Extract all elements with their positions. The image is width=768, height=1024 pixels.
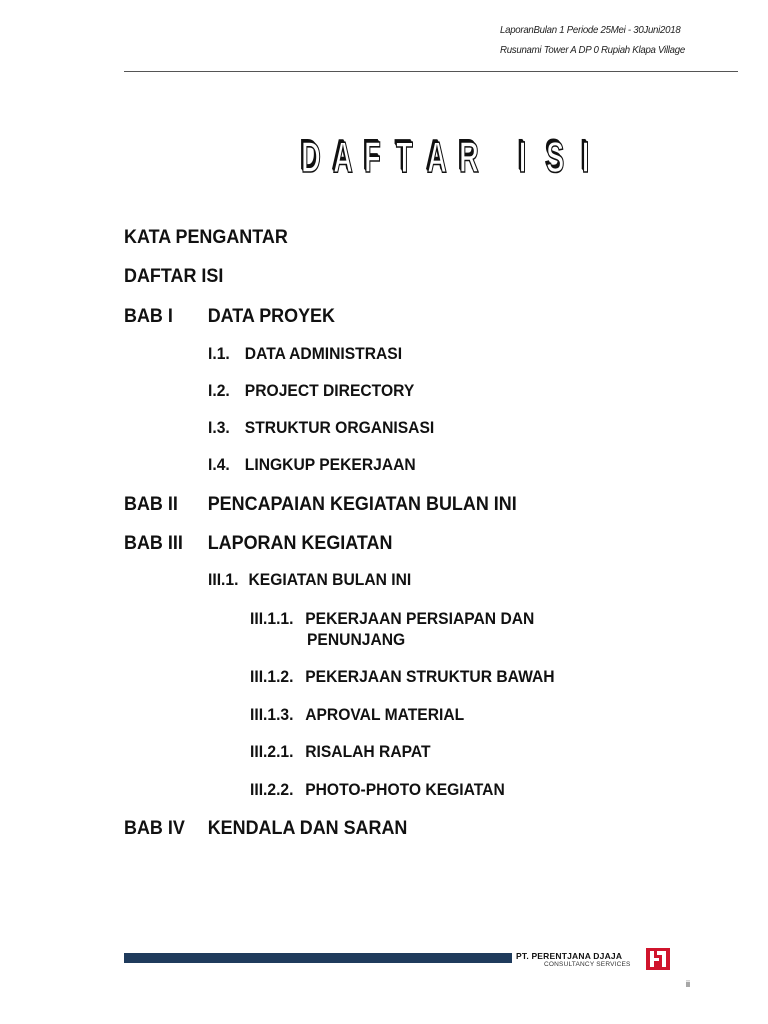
toc-subsection-title: APROVAL MATERIAL [305,705,465,724]
header-divider [124,71,738,72]
toc-subsection-number: III.1.2. [250,667,294,686]
title-letter: T [395,133,413,182]
running-header [500,20,740,60]
toc-entry-bab-2 [124,493,517,516]
toc-entry-bab-4 [124,817,407,840]
page-number: ii [686,979,690,989]
toc-chapter-number: BAB III [124,532,183,554]
toc-section-number: I.4. [208,455,230,474]
toc-entry-i-1 [208,344,402,364]
toc-chapter-number: BAB I [124,305,173,327]
toc-chapter-title: KENDALA DAN SARAN [207,817,408,839]
toc-entry-iii-1-3 [250,705,464,725]
toc-entry-i-2 [208,381,414,401]
footer-bar [124,953,512,963]
toc-entry-iii-1-1-continued: PENUNJANG [307,630,406,649]
toc-subsection-number: III.2.2. [250,780,294,799]
title-letter: I [518,133,527,182]
company-logo-icon [646,948,670,970]
toc-entry-i-4 [208,455,416,475]
toc-subsection-title: PHOTO-PHOTO KEGIATAN [305,780,505,799]
header-project-name: Rusunami Tower A DP 0 Rupiah Klapa Village [500,44,685,56]
toc-section-title: STRUKTUR ORGANISASI [244,418,435,437]
toc-chapter-number: BAB IV [124,817,185,839]
toc-subsection-title: RISALAH RAPAT [305,742,431,761]
title-letter: A [332,133,353,182]
toc-entry-iii-2-1 [250,742,431,762]
toc-section-title: PROJECT DIRECTORY [244,381,415,400]
title-letter: D [301,133,321,182]
toc-entry-bab-3 [124,532,392,555]
toc-chapter-title: LAPORAN KEGIATAN [207,532,393,554]
page-title [296,128,604,184]
toc-entry-iii-1 [208,570,411,590]
toc-entry-daftar-isi: DAFTAR ISI [124,265,224,287]
toc-subsection-number: III.1.1. [250,609,294,628]
toc-entry-iii-2-2 [250,780,505,800]
title-letter: I [581,133,590,182]
toc-chapter-title: DATA PROYEK [207,305,335,327]
footer-company-subtitle: CONSULTANCY SERVICES [544,961,631,968]
toc-section-title: LINGKUP PEKERJAAN [244,455,416,474]
toc-entry-i-3 [208,418,434,438]
toc-section-title: KEGIATAN BULAN INI [248,570,412,589]
toc-entry-bab-1 [124,305,335,328]
toc-entry-kata-pengantar: KATA PENGANTAR [124,226,288,248]
footer-company-name: PT. PERENTJANA DJAJA [516,951,623,961]
title-letter: F [364,133,381,182]
title-letter: R [458,133,479,182]
toc-subsection-title: PEKERJAAN STRUKTUR BAWAH [305,667,555,686]
toc-subsection-number: III.2.1. [250,742,294,761]
toc-section-title: DATA ADMINISTRASI [244,344,403,363]
toc-section-number: I.1. [208,344,230,363]
toc-chapter-number: BAB II [124,493,178,515]
header-report-period: LaporanBulan 1 Periode 25Mei - 30Juni2018 [500,24,681,36]
toc-chapter-title: PENCAPAIAN KEGIATAN BULAN INI [207,493,517,515]
toc-entry-iii-1-2 [250,667,555,687]
toc-subsection-title: PEKERJAAN PERSIAPAN DAN [305,609,535,628]
toc-section-number: I.3. [208,418,230,437]
toc-section-number: I.2. [208,381,230,400]
title-letter: A [427,133,447,182]
toc-entry-iii-1-1 [250,609,534,629]
toc-section-number: III.1. [208,570,239,589]
toc-subsection-number: III.1.3. [250,705,294,724]
title-letter: S [545,133,564,182]
